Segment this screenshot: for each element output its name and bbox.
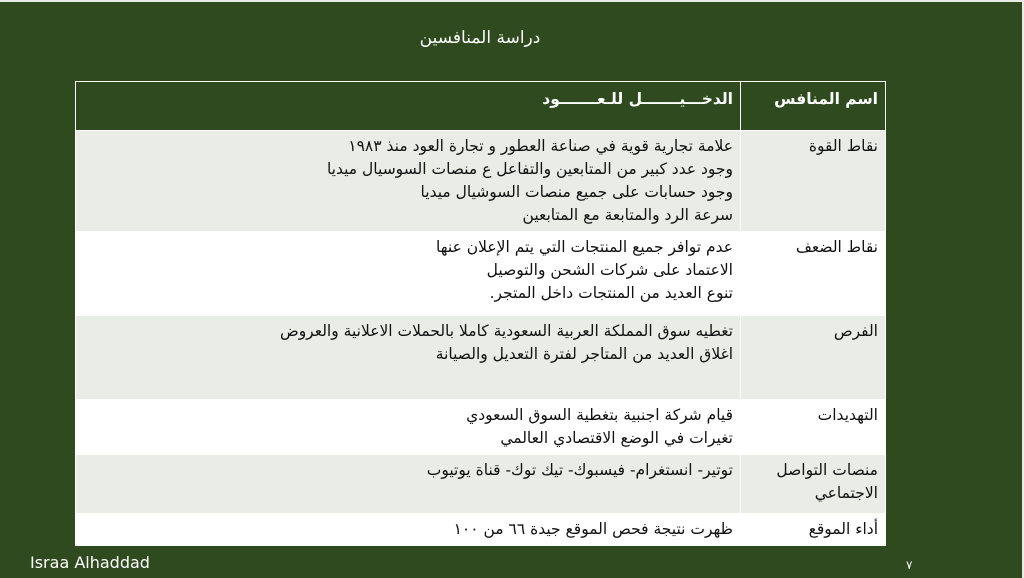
row-label: نقاط القوة [741, 131, 886, 232]
header-competitor-name: اسم المنافس [741, 82, 886, 131]
content-line: وجود حسابات على جميع منصات السوشيال ميديا [420, 183, 733, 201]
content-line: وجود عدد كبير من المتابعين والتفاعل ع منصات السوسيال ميديا [326, 160, 733, 178]
row-label: منصات التواصل الاجتماعي [741, 455, 886, 514]
row-content [76, 316, 741, 400]
content-line: تغيرات في الوضع الاقتصادي العالمي [500, 429, 733, 447]
header-competitor-value: الدخـــيـــــــل للـعـــــــود [76, 82, 741, 131]
page-number: ٧ [906, 558, 913, 572]
row-label: أداء الموقع [741, 514, 886, 546]
content-line: اغلاق العديد من المتاجر لفترة التعديل والصيانة [435, 345, 733, 363]
table-row-opportunities [76, 316, 886, 400]
row-label: الفرص [741, 316, 886, 400]
table-row-site-performance [76, 514, 886, 546]
table-row-threats [76, 400, 886, 455]
row-content [76, 514, 741, 546]
content-line: تغطيه سوق المملكة العربية السعودية كاملا بالحملات الاعلانية والعروض [279, 322, 733, 340]
competitor-table [75, 81, 886, 546]
slide-title: دراسة المنافسين [419, 28, 541, 48]
table-row-social-platforms [76, 455, 886, 514]
footer-author: Israa Alhaddad [30, 553, 150, 572]
table-header-row [76, 82, 886, 131]
content-line: الاعتماد على شركات الشحن والتوصيل [486, 261, 733, 279]
content-line: توتير- انستغرام- فيسبوك- تيك توك- قناة يوتيوب [426, 461, 733, 479]
content-line: تنوع العديد من المنتجات داخل المتجر. [489, 284, 733, 302]
table-row-strengths [76, 131, 886, 232]
table-row-weaknesses [76, 232, 886, 316]
content-line: عدم توافر جميع المنتجات التي يتم الإعلان عنها [436, 238, 733, 256]
row-content [76, 455, 741, 514]
row-label: التهديدات [741, 400, 886, 455]
row-content [76, 131, 741, 232]
row-content [76, 400, 741, 455]
content-line: سرعة الرد والمتابعة مع المتابعين [522, 206, 733, 224]
content-line: علامة تجارية قوية في صناعة العطور و تجارة العود منذ ١٩٨٣ [348, 137, 733, 155]
content-line: قيام شركة اجنبية بتغطية السوق السعودي [466, 406, 733, 424]
row-content [76, 232, 741, 316]
row-label: نقاط الضعف [741, 232, 886, 316]
content-line: ظهرت نتيجة فحص الموقع جيدة ٦٦ من ١٠٠ [453, 520, 733, 538]
